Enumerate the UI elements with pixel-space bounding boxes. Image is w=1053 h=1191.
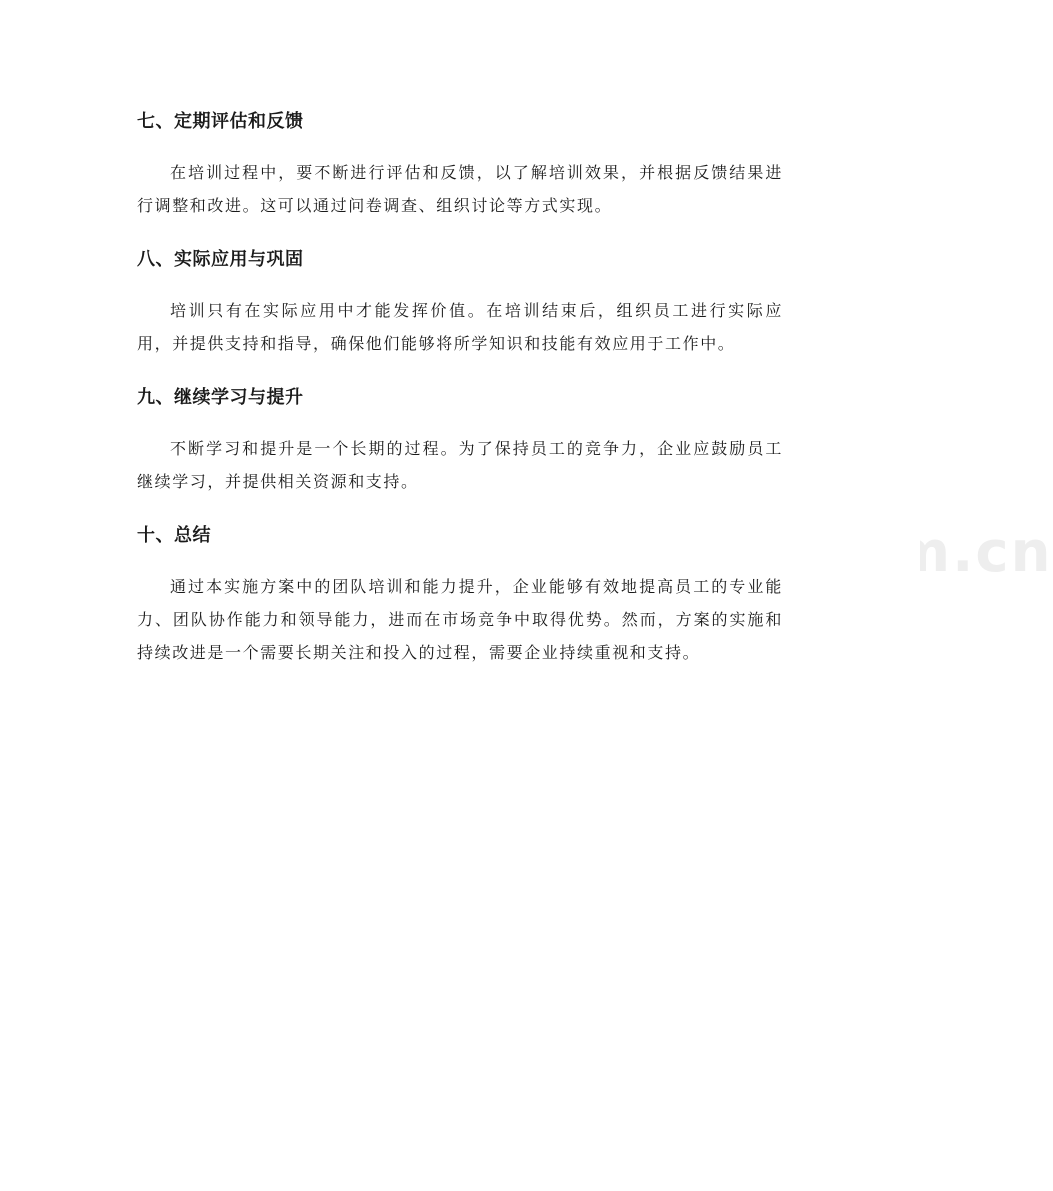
section-heading-8: 八、实际应用与巩固	[137, 249, 304, 270]
section-heading-10: 十、总结	[137, 525, 211, 546]
section-paragraph-7: 在培训过程中，要不断进行评估和反馈，以了解培训效果，并根据反馈结果进行调整和改进。这可以通过问卷调查、组织讨论等方式实现。	[137, 163, 783, 215]
section-heading-9: 九、继续学习与提升	[137, 387, 304, 408]
watermark: www.zixin.com.cn	[455, 520, 1053, 585]
section-paragraph-8: 培训只有在实际应用中才能发挥价值。在培训结束后，组织员工进行实际应用，并提供支持和指导，确保他们能够将所学知识和技能有效应用于工作中。	[137, 301, 783, 353]
section-paragraph-9: 不断学习和提升是一个长期的过程。为了保持员工的竞争力，企业应鼓励员工继续学习，并提供相关资源和支持。	[137, 439, 783, 491]
section-heading-7: 七、定期评估和反馈	[137, 111, 304, 132]
section-paragraph-10: 通过本实施方案中的团队培训和能力提升，企业能够有效地提高员工的专业能力、团队协作能力和领导能力，进而在市场竞争中取得优势。然而，方案的实施和持续改进是一个需要长期关注和投入的过程，需要企业持续重视和支持。	[137, 577, 783, 662]
